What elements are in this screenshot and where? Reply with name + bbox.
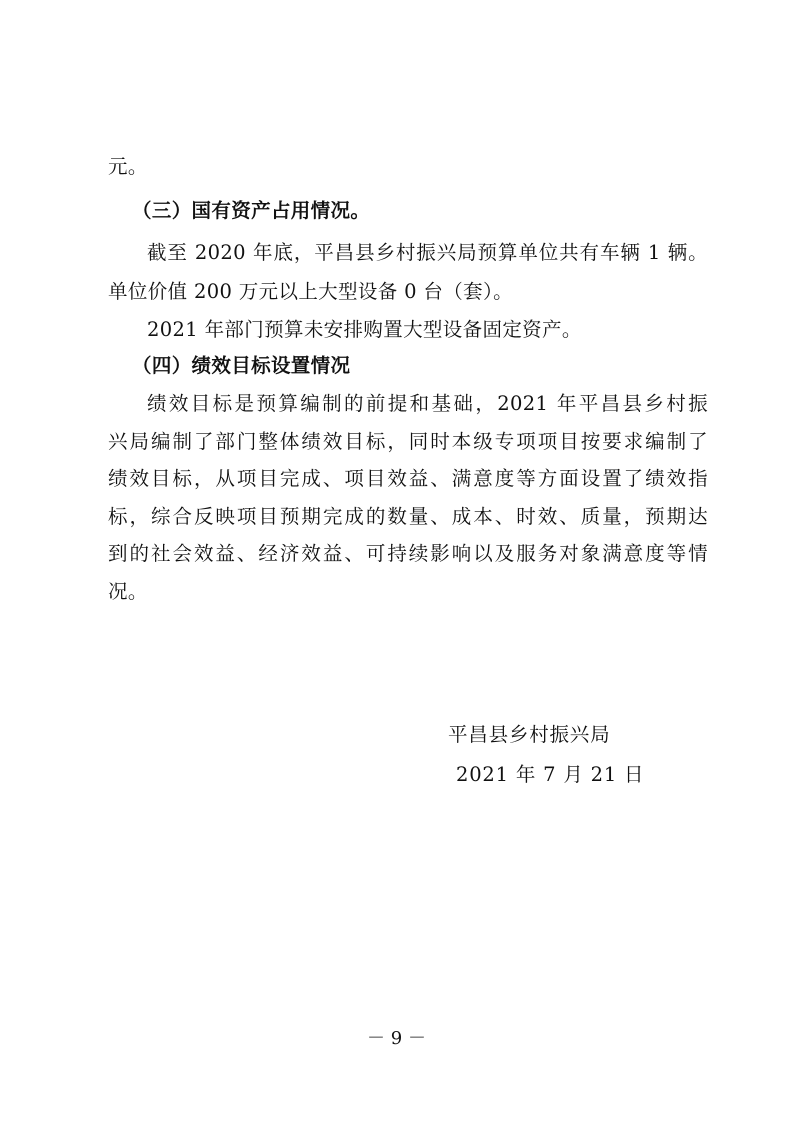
paragraph-line: 兴局编制了部门整体绩效目标，同时本级专项项目按要求编制了 — [108, 430, 708, 453]
signature-organization: 平昌县乡村振兴局 — [448, 723, 611, 746]
section-heading-state-assets: （三）国有资产占用情况。 — [132, 199, 371, 222]
signature-date: 2021 年 7 月 21 日 — [456, 763, 645, 786]
paragraph-line: 标，综合反映项目预期完成的数量、成本、时效、质量，预期达 — [108, 505, 708, 528]
paragraph-line: 绩效目标是预算编制的前提和基础，2021 年平昌县乡村振 — [147, 392, 708, 415]
paragraph-line: 截至 2020 年底，平昌县乡村振兴局预算单位共有车辆 1 辆。 — [147, 241, 708, 264]
paragraph-line: 绩效目标，从项目完成、项目效益、满意度等方面设置了绩效指 — [108, 467, 708, 490]
page-number: － 9 － — [367, 1028, 426, 1049]
paragraph-line: 况。 — [108, 580, 148, 603]
paragraph-line: 到的社会效益、经济效益、可持续影响以及服务对象满意度等情 — [108, 542, 708, 565]
paragraph-line: 2021 年部门预算未安排购置大型设备固定资产。 — [147, 318, 582, 341]
paragraph-line: 单位价值 200 万元以上大型设备 0 台（套）。 — [108, 280, 513, 303]
paragraph-line: 元。 — [108, 155, 148, 178]
section-heading-performance-goals: （四）绩效目标设置情况 — [132, 354, 351, 377]
